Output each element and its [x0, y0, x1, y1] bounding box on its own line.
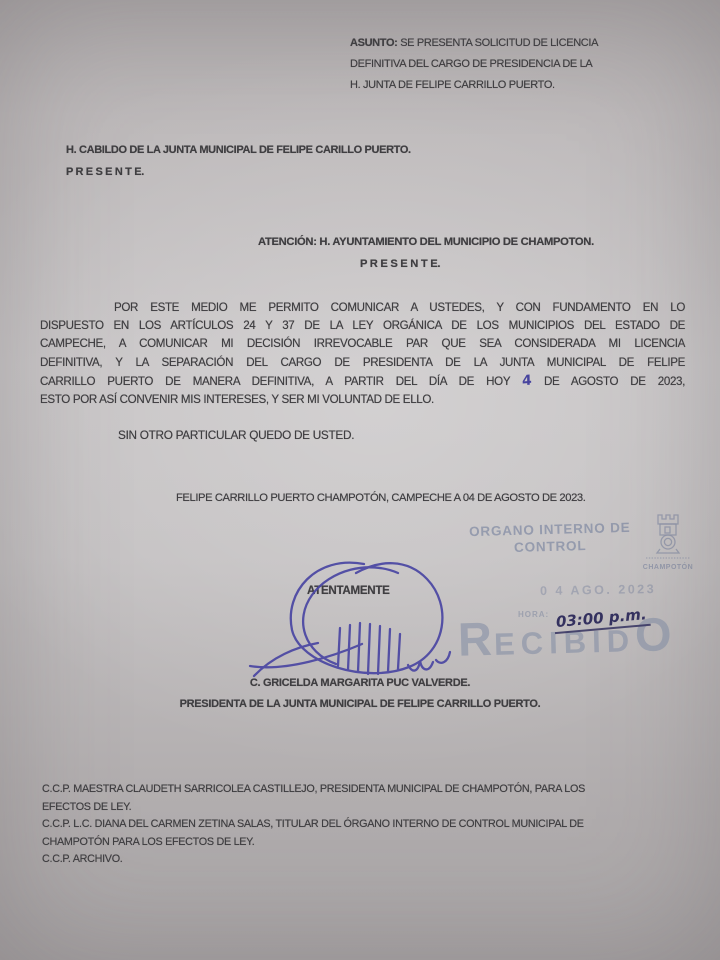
addressee-presente: P R E S E N T E. — [66, 166, 144, 178]
body-line-3: CAMPECHE, A COMUNICAR MI DECISIÓN IRREVOCABLE PAR QUE SEA CONSIDERADA MI LICENCIA — [40, 337, 685, 351]
attention-presente: P R E S E N T E. — [360, 258, 441, 270]
stamp-date: 0 4 AGO. 2023 — [539, 581, 657, 599]
signatory-title: PRESIDENTA DE LA JUNTA MUNICIPAL DE FELIPE CARRILLO PUERTO. — [179, 698, 541, 710]
place-date-line: FELIPE CARRILLO PUERTO CHAMPOTÓN, CAMPECHE A 04 DE AGOSTO DE 2023. — [176, 492, 586, 504]
recibido-stamp: R ECIBID O — [457, 607, 673, 666]
subject-block — [350, 33, 598, 96]
cc-block — [42, 781, 585, 869]
subject-label: ASUNTO: — [350, 37, 398, 49]
body-line-5: CARRILLO PUERTO DE MANERA DEFINITIVA, A PARTIR DEL DÍA DE HOY 4 DE AGOSTO DE 2023, — [40, 372, 686, 390]
addressee-line: H. CABILDO DE LA JUNTA MUNICIPAL DE FELIPE CARILLO PUERTO. — [66, 144, 411, 156]
signatory-name: C. GRICELDA MARGARITA PUC VALVERDE. — [249, 677, 471, 689]
signature-ink — [246, 550, 486, 695]
cc-line-3: C.C.P. L.C. DIANA DEL CARMEN ZETINA SALAS, TITULAR DEL ÓRGANO INTERNO DE CONTROL MUNICIPAL DE — [42, 818, 584, 831]
subject-line-3: H. JUNTA DE FELIPE CARRILLO PUERTO. — [350, 79, 555, 91]
addressee-block — [66, 139, 411, 183]
atentamente-label: ATENTAMENTE — [307, 584, 390, 597]
hora-row — [518, 605, 649, 631]
body-line-4: DEFINITIVA, Y LA SEPARACIÓN DEL CARGO DE PRESIDENTA DE LA JUNTA MUNICIPAL DE FELIPE — [40, 355, 685, 369]
attention-line: ATENCIÓN: H. AYUNTAMIENTO DEL MUNICIPIO DE CHAMPOTON. — [258, 236, 594, 248]
body-line-1: POR ESTE MEDIO ME PERMITO COMUNICAR A USTEDES, Y CON FUNDAMENTO EN LO — [114, 301, 685, 314]
hora-label: HORA: — [518, 610, 550, 619]
cc-line-4: CHAMPOTÓN PARA LOS EFECTOS DE LEY. — [42, 835, 255, 848]
cc-line-2: EFECTOS DE LEY. — [42, 800, 132, 813]
subject-line-1: ASUNTO: SE PRESENTA SOLICITUD DE LICENCIA — [350, 37, 599, 49]
handwritten-day: 4 — [521, 372, 532, 390]
body-line-2: DISPUESTO EN LOS ARTÍCULOS 24 Y 37 DE LA LEY ORGÁNICA DE LOS MUNICIPIOS DEL ESTADO DE — [40, 319, 685, 333]
cc-line-5: C.C.P. ARCHIVO. — [42, 853, 123, 866]
stamp-office-name: ORGANO INTERNO DE CONTROL — [468, 519, 631, 555]
closing-remark: SIN OTRO PARTICULAR QUEDO DE USTED. — [118, 428, 355, 442]
cc-line-1: C.C.P. MAESTRA CLAUDETH SARRICOLEA CASTILLEJO, PRESIDENTA MUNICIPAL DE CHAMPOTÓN, PARA LOS — [42, 783, 585, 795]
body-line-6: ESTO POR ASÍ CONVENIR MIS INTERESES, Y SER MI VOLUNTAD DE ELLO. — [40, 393, 434, 407]
body-paragraph — [40, 299, 685, 409]
attention-block — [258, 231, 594, 275]
hora-handwritten-value: 03:00 p.m. — [553, 605, 650, 634]
seal-caption: CHAMPOTÓN — [642, 564, 694, 571]
subject-line-2: DEFINITIVA DEL CARGO DE PRESIDENCIA DE LA — [350, 58, 593, 70]
municipal-seal-icon — [636, 511, 696, 577]
